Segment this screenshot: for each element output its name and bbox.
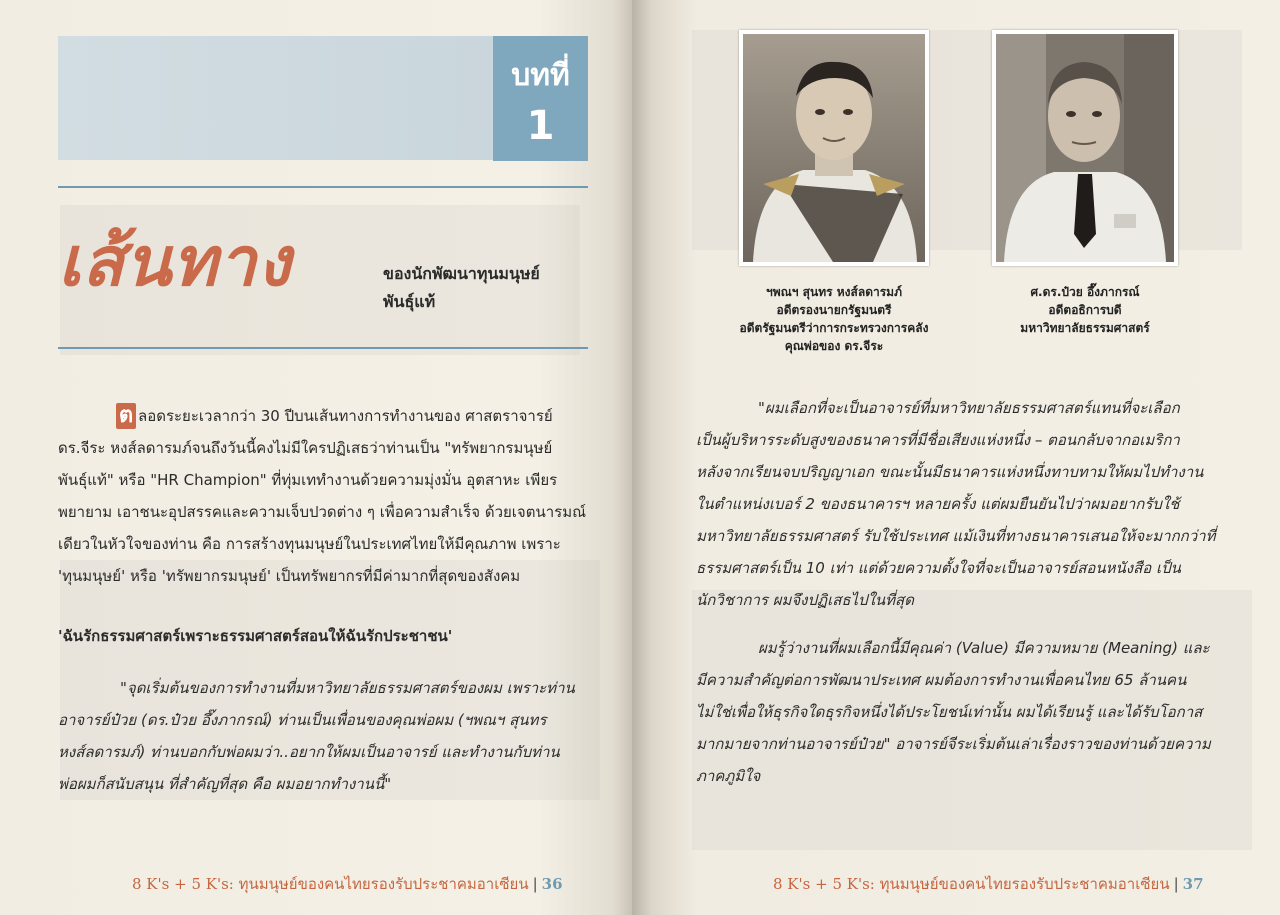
paragraph-line: เดียวในหัวใจของท่าน คือ การสร้างทุนมนุษย์ในประเทศไทยให้มีคุณภาพ เพราะ: [58, 535, 561, 553]
chapter-title: เส้นทาง: [58, 223, 292, 302]
left-page: [0, 0, 632, 915]
title-rule: [58, 347, 588, 349]
photo-caption-sunthorn: [724, 283, 944, 355]
paragraph-line: อาจารย์ป๋วย (ดร.ป๋วย อึ๊งภากรณ์) ท่านเป็นเพื่อนของคุณพ่อผม (ฯพณฯ สุนทร: [58, 711, 547, 729]
paragraph-line: "จุดเริ่มต้นของการทำงานที่มหาวิทยาลัยธรรมศาสตร์ของผม เพราะท่าน: [120, 679, 575, 697]
paragraph-line: ไม่ใช่เพื่อให้ธุรกิจใดธุรกิจหนึ่งได้ประโยชน์เท่านั้น ผมได้เรียนรู้ และได้รับโอกาส: [696, 703, 1203, 721]
page-number: 36: [541, 875, 563, 893]
right-page: [632, 0, 1280, 915]
subtitle-line: พันธุ์แท้: [383, 292, 436, 311]
caption-line: มหาวิทยาลัยธรรมศาสตร์: [1020, 321, 1150, 335]
paragraph-line: ในตำแหน่งเบอร์ 2 ของธนาคารฯ หลายครั้ง แต่ผมยืนยันไปว่าผมอยากรับใช้: [696, 495, 1180, 513]
footer-separator: |: [532, 875, 538, 893]
quote-paragraph-right-2: [696, 632, 1262, 792]
chapter-header-banner: [58, 36, 498, 160]
paragraph-line: มากมายจากท่านอาจารย์ป๋วย" อาจารย์จีระเริ่มต้นเล่าเรื่องราวของท่านด้วยความ: [696, 735, 1211, 753]
page-footer: [132, 872, 563, 896]
paragraph-line: พันธุ์แท้" หรือ "HR Champion" ที่ทุ่มเททำงานด้วยความมุ่งมั่น อุตสาหะ เพียร: [58, 471, 558, 489]
paragraph-line: นักวิชาการ ผมจึงปฏิเสธไปในที่สุด: [696, 591, 914, 609]
quote-paragraph: [58, 672, 618, 800]
caption-line: คุณพ่อของ ดร.จีระ: [784, 339, 884, 353]
caption-line: อดีตรัฐมนตรีว่าการกระทรวงการคลัง: [739, 321, 929, 335]
portrait-photo-puey: [992, 30, 1178, 266]
caption-line: อดีตรองนายกรัฐมนตรี: [776, 303, 892, 317]
footer-title: 8 K's + 5 K's: ทุนมนุษย์ของคนไทยรองรับประชาคมอาเซียน: [773, 875, 1170, 893]
chapter-word: บทที่: [511, 58, 570, 93]
page-footer: [773, 872, 1204, 896]
paragraph-line: ภาคภูมิใจ: [696, 767, 761, 785]
photo-caption-puey: [977, 283, 1193, 337]
paragraph-line: "ผมเลือกที่จะเป็นอาจารย์ที่มหาวิทยาลัยธรรมศาสตร์แทนที่จะเลือก: [758, 399, 1180, 417]
portrait-image: [996, 34, 1174, 262]
caption-line: อดีตอธิการบดี: [1048, 303, 1122, 317]
paragraph-line: พยายาม เอาชนะอุปสรรคและความเจ็บปวดต่าง ๆ เพื่อความสำเร็จ ด้วยเจตนารมณ์: [58, 503, 586, 521]
header-rule: [58, 186, 588, 188]
intro-paragraph: [116, 400, 616, 432]
caption-line: ศ.ดร.ป๋วย อึ๊งภากรณ์: [1030, 285, 1140, 299]
section-heading: 'ฉันรักธรรมศาสตร์เพราะธรรมศาสตร์สอนให้ฉันรักประชาชน': [58, 627, 453, 645]
quote-paragraph-right: [696, 392, 1262, 616]
caption-line: ฯพณฯ สุนทร หงส์ลดารมภ์: [765, 285, 902, 299]
paragraph-line: ดร.จีระ หงส์ลดารมภ์จนถึงวันนี้คงไม่มีใครปฏิเสธว่าท่านเป็น "ทรัพยากรมนุษย์: [58, 439, 553, 457]
paragraph-line: เป็นผู้บริหารระดับสูงของธนาคารที่มีชื่อเสียงแห่งหนึ่ง – ตอนกลับจากอเมริกา: [696, 431, 1180, 449]
paragraph-line: มีความสำคัญต่อการพัฒนาประเทศ ผมต้องการทำงานเพื่อคนไทย 65 ล้านคน: [696, 671, 1187, 689]
paragraph-line: ธรรมศาสตร์เป็น 10 เท่า แต่ด้วยความตั้งใจที่จะเป็นอาจารย์สอนหนังสือ เป็น: [696, 559, 1181, 577]
paragraph-line: ลอดระยะเวลากว่า 30 ปีบนเส้นทางการทำงานของ ศาสตราจารย์: [138, 407, 553, 425]
chapter-number: 1: [526, 103, 555, 149]
chapter-subtitle: [383, 260, 613, 316]
paragraph-line: 'ทุนมนุษย์' หรือ 'ทรัพยากรมนุษย์' เป็นทรัพยากรที่มีค่ามากที่สุดของสังคม: [58, 567, 521, 585]
drop-cap: ต: [116, 403, 136, 429]
portrait-photo-sunthorn: [739, 30, 929, 266]
footer-title: 8 K's + 5 K's: ทุนมนุษย์ของคนไทยรองรับประชาคมอาเซียน: [132, 875, 529, 893]
chapter-label-box: [493, 36, 588, 161]
paragraph-line: หงส์ลดารมภ์) ท่านบอกกับพ่อผมว่า..อยากให้ผมเป็นอาจารย์ และทำงานกับท่าน: [58, 743, 560, 761]
paragraph-line: พ่อผมก็สนับสนุน ที่สำคัญที่สุด คือ ผมอยากทำงานนี้": [58, 775, 392, 793]
portrait-image: [743, 34, 925, 262]
footer-separator: |: [1173, 875, 1179, 893]
intro-paragraph-body: [58, 432, 618, 592]
paragraph-line: มหาวิทยาลัยธรรมศาสตร์ รับใช้ประเทศ แม้เงินที่ทางธนาคารเสนอให้จะมากกว่าที่: [696, 527, 1216, 545]
page-number: 37: [1182, 875, 1204, 893]
paragraph-line: หลังจากเรียนจบปริญญาเอก ขณะนั้นมีธนาคารแห่งหนึ่งทาบทามให้ผมไปทำงาน: [696, 463, 1204, 481]
subtitle-line: ของนักพัฒนาทุนมนุษย์: [383, 264, 540, 283]
paragraph-line: ผมรู้ว่างานที่ผมเลือกนี้มีคุณค่า (Value) มีความหมาย (Meaning) และ: [758, 639, 1210, 657]
